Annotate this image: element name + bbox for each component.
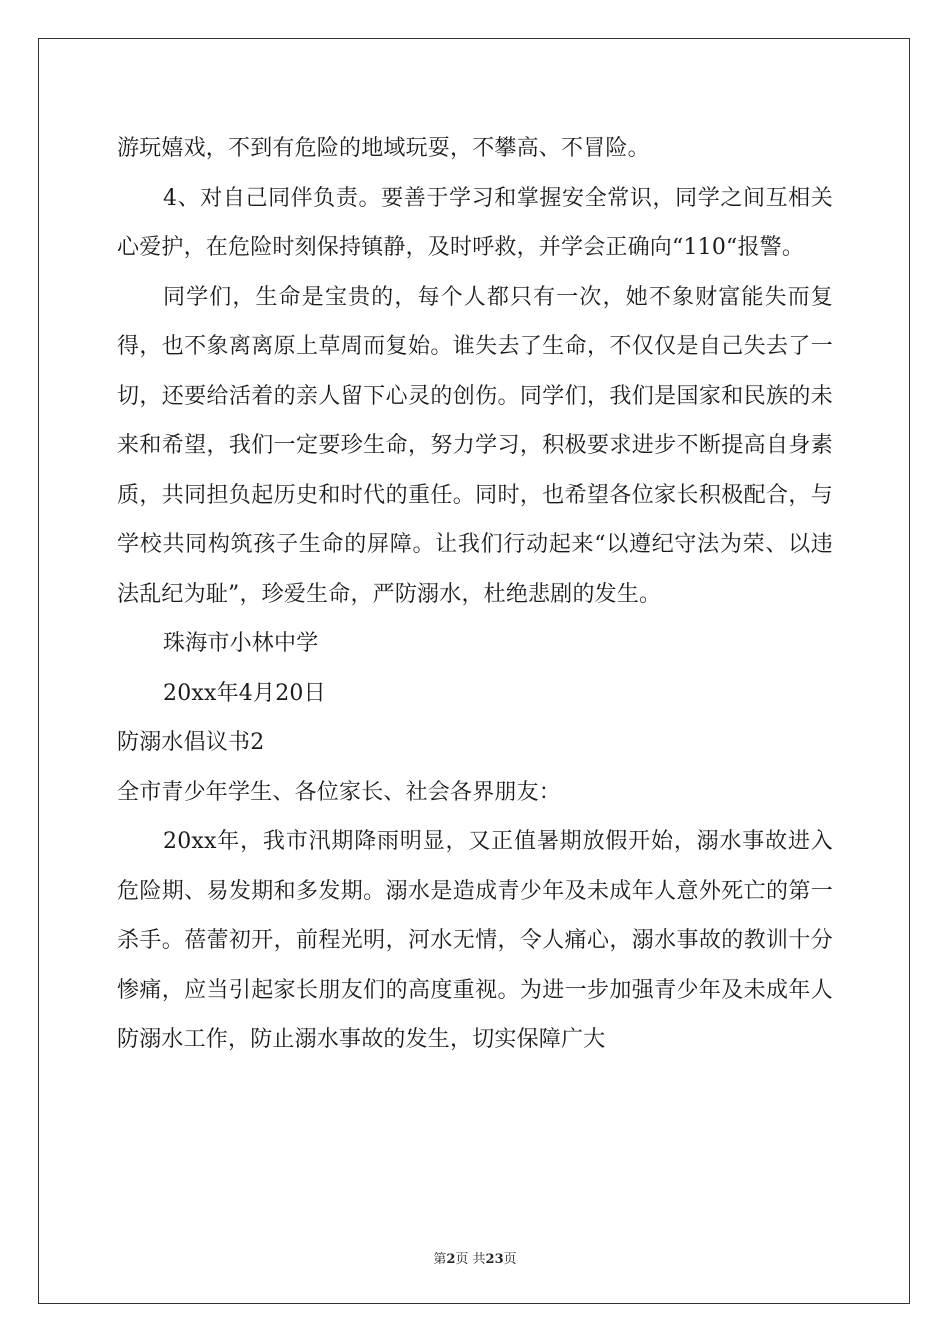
paragraph: 同学们，生命是宝贵的，每个人都只有一次，她不象财富能失而复得，也不象离离原上草周而复始。谁失去了生命，不仅仅是自己失去了一切，还要给活着的亲人留下心灵的创伤。同学们，我们是国家和民族的未来和希望，我们一定要珍生命，努力学习，积极要求进步不断提高自身素质，共同担负起历史和时代的重任。同时，也希望各位家长积极配合，与学校共同构筑孩子生命的屏障。让我们行动起来“以遵纪守法为荣、以违法乱纪为耻”，珍爱生命，严防溺水，杜绝悲剧的发生。 — [117, 284, 833, 607]
footer-middle: 页 共 — [455, 1252, 486, 1267]
paragraph: 游玩嬉戏，不到有危险的地域玩耍，不攀高、不冒险。 — [117, 136, 650, 161]
document-body — [117, 124, 833, 1065]
total-pages-number: 23 — [485, 1252, 504, 1267]
paragraph: 20xx年，我市汛期降雨明显，又正值暑期放假开始，溺水事故进入危险期、易发期和多发期。溺水是造成青少年及未成年人意外死亡的第一杀手。蓓蕾初开，前程光明，河水无情，令人痛心，溺水事故的教训十分惨痛，应当引起家长朋友们的高度重视。为进一步加强青少年及未成年人防溺水工作，防止溺水事故的发生，切实保障广大 — [117, 829, 833, 1052]
footer-suffix: 页 — [503, 1252, 517, 1267]
section-title: 防溺水倡议书2 — [117, 730, 265, 755]
salutation: 全市青少年学生、各位家长、社会各界朋友： — [117, 779, 562, 805]
paragraph: 4、对自己同伴负责。要善于学习和掌握安全常识，同学之间互相关心爱护，在危险时刻保持镇静，及时呼救，并学会正确向“110“报警。 — [117, 185, 833, 260]
page-footer — [0, 1248, 950, 1267]
signature-date: 20xx年4月20日 — [163, 680, 326, 706]
footer-prefix: 第 — [433, 1252, 447, 1267]
signature-school: 珠海市小林中学 — [163, 631, 319, 656]
current-page-number: 2 — [446, 1252, 456, 1267]
